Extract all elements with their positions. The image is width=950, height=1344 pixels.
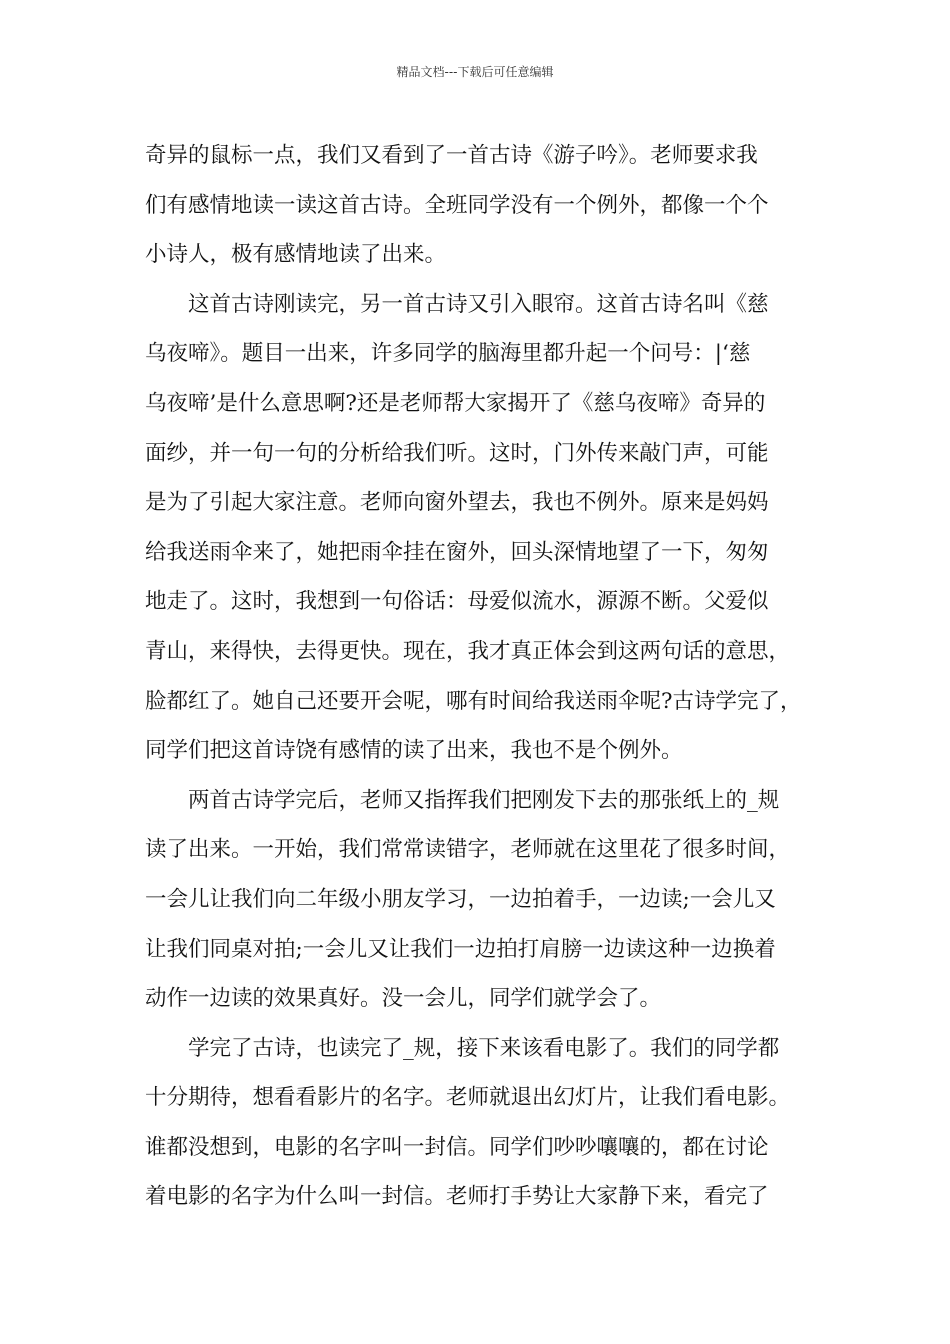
text-line: 同学们把这首诗饶有感情的读了出来，我也不是个例外。 [145, 738, 683, 764]
text-line: 是为了引起大家注意。老师向窗外望去，我也不例外。原来是妈妈 [145, 490, 769, 516]
text-line: 让我们同桌对拍;一会儿又让我们一边拍打肩膀一边读这种一边换着 [145, 936, 776, 962]
document-body [145, 131, 825, 1222]
text-line: 一会儿让我们向二年级小朋友学习，一边拍着手，一边读;一会儿又 [145, 886, 776, 912]
paragraph-start-line: 这首古诗刚读完，另一首古诗又引入眼帘。这首古诗名叫《慈 [188, 291, 769, 317]
text-line: 小诗人，极有感情地读了出来。 [145, 242, 447, 268]
text-line: 动作一边读的效果真好。没一会儿，同学们就学会了。 [145, 986, 662, 1012]
text-line: 面纱，并一句一句的分析给我们听。这时，门外传来敲门声，可能 [145, 440, 769, 466]
text-line: 们有感情地读一读这首古诗。全班同学没有一个例外，都像一个个 [145, 192, 769, 218]
text-line: 青山，来得快，去得更快。现在，我才真正体会到这两句话的意思， [145, 638, 791, 664]
text-line: 脸都红了。她自己还要开会呢，哪有时间给我送雨伞呢?古诗学完了， [145, 688, 802, 714]
text-line: 读了出来。一开始，我们常常读错字，老师就在这里花了很多时间， [145, 837, 791, 863]
text-line: 地走了。这时，我想到一句俗话：母爱似流水，源源不断。父爱似 [145, 589, 769, 615]
text-line: 谁都没想到，电影的名字叫一封信。同学们吵吵嚷嚷的，都在讨论 [145, 1134, 769, 1160]
paragraph-start-line: 学完了古诗，也读完了_规，接下来该看电影了。我们的同学都 [188, 1035, 780, 1061]
page-header: 精品文档---下载后可任意编辑 [396, 65, 554, 79]
text-line: 着电影的名字为什么叫一封信。老师打手势让大家静下来，看完了 [145, 1184, 769, 1210]
text-line: 乌夜啼》。题目一出来，许多同学的脑海里都升起一个问号：|‘慈 [145, 341, 751, 367]
text-line: 十分期待，想看看影片的名字。老师就退出幻灯片，让我们看电影。 [145, 1085, 791, 1111]
paragraph-start-line: 两首古诗学完后，老师又指挥我们把刚发下去的那张纸上的_规 [188, 787, 780, 813]
text-line: 给我送雨伞来了，她把雨伞挂在窗外，回头深情地望了一下，匆匆 [145, 539, 769, 565]
text-line: 奇异的鼠标一点，我们又看到了一首古诗《游子吟》。老师要求我 [145, 143, 758, 168]
text-line: 乌夜啼’是什么意思啊?还是老师帮大家揭开了《慈乌夜啼》奇异的 [145, 390, 766, 416]
